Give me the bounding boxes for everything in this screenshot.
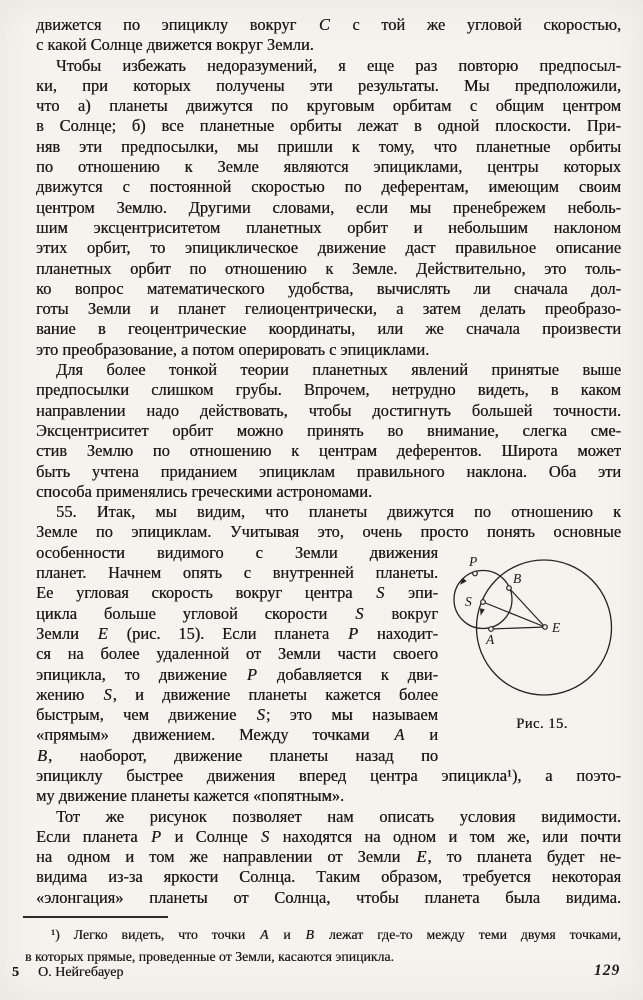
text-line: ки, при которых получены эти результаты. Мы предположили,: [36, 75, 621, 95]
text-line: направлении надо действовать, чтобы достигнуть большей точности.: [36, 400, 621, 420]
text-line: готы Земли и планет гелиоцентрически, а затем делать преобразо-: [36, 299, 621, 319]
point-E: [543, 625, 548, 630]
text-line: это преобразование, а потом оперировать с эпициклами.: [36, 339, 430, 359]
point-S: [481, 600, 486, 605]
text-line: шим эксцентриситетом планетных орбит и небольшим наклоном: [36, 217, 621, 237]
point-A: [489, 627, 494, 632]
figure-label-E: E: [552, 620, 561, 635]
body-text: [36, 15, 621, 908]
text-line: Тот же рисунок позволяет нам описать условия видимости.: [56, 806, 621, 826]
text-line: Земле по эпициклам. Учитывая это, очень просто понять основные: [36, 522, 621, 542]
text-line: Чтобы избежать недоразумений, я еще раз повторю предпосыл-: [56, 55, 621, 75]
signature-number: 5: [12, 965, 19, 980]
page-footer: [0, 962, 643, 988]
text-line: центром Землю. Другими словами, если мы пренебрежем неболь-: [36, 197, 621, 217]
text-line: няв эти предпосылки, мы пришли к тому, что планетные орбиты: [36, 136, 621, 156]
text-line: по отношению к Земле являются эпициклами, центры которых: [36, 157, 621, 177]
text-line: эпицикла, то движение P добавляется к дви-: [36, 664, 438, 684]
text-line: быть учтена приданием эпициклам правильного наклона. Оба эти: [36, 461, 621, 481]
text-line: B, наоборот, движение планеты назад по: [37, 745, 438, 765]
text-line: «прямым» движением. Между точками A и: [36, 725, 438, 745]
text-line: в которых прямые, проведенные от Земли, касаются эпицикла.: [25, 948, 394, 964]
text-line: ¹) Легко видеть, что точки A и B лежат где-то между теми двумя точками,: [51, 927, 621, 942]
text-line: «элонгация» планеты от Солнца, чтобы планета была видима.: [36, 887, 621, 907]
line-E-A: [491, 627, 545, 629]
author-name: О. Нейгебауер: [38, 965, 124, 980]
text-line: движется по эпициклу вокруг C с той же угловой скоростью,: [36, 15, 621, 34]
text-line: видима из-за яркости Солнца. Таким образом, требуется некоторая: [36, 867, 621, 887]
line-E-S: [483, 602, 545, 627]
point-P: [473, 571, 478, 576]
text-line: на одном и том же направлении от Земли E, то планета будет не-: [36, 847, 621, 867]
text-line: планетных орбит по отношению к Земле. Действительно, это толь-: [36, 258, 621, 278]
footnote-divider: [23, 916, 168, 918]
text-line: быстрым, чем движение S; это мы называем: [36, 705, 438, 725]
text-line: предпосылки слишком грубы. Впрочем, нетрудно видеть, в каком: [36, 380, 621, 400]
text-line: движутся с постоянной скоростью по деферентам, имеющим своим: [36, 177, 621, 197]
page-number: 129: [594, 962, 621, 979]
text-line: вание в геоцентрические координаты, или же сначала произвести: [36, 319, 621, 339]
text-line: му движение планеты кажется «попятным».: [36, 786, 345, 806]
epicycle-diagram: [442, 552, 642, 710]
text-line: цикла больше угловой скорости S вокруг: [36, 603, 438, 623]
figure-label-S: S: [465, 594, 472, 609]
footnote: [25, 924, 621, 967]
text-line: 55. Итак, мы видим, что планеты движутся по отношению к: [56, 502, 621, 522]
text-line: ко вопрос математического удобства, вычислять ли сначала дол-: [36, 278, 621, 298]
text-line: Эксцентриситет орбит можно принять во внимание, слегка сме-: [36, 420, 621, 440]
figure-label-A: A: [486, 632, 495, 647]
text-line: Ее угловая скорость вокруг центра S эпи-: [36, 583, 438, 603]
text-line: эпициклу быстрее движения вперед центра эпицикла¹), а поэто-: [36, 765, 621, 785]
figure-caption: Рис. 15.: [516, 716, 568, 732]
text-line: Для более тонкой теории планетных явлений принятые выше: [56, 360, 621, 380]
text-line: что а) планеты движутся по круговым орбитам с общим центром: [36, 96, 621, 116]
text-line: стив Землю по отношению к центрам деферентов. Широта может: [36, 441, 621, 461]
text-line: жению S, и движение планеты кажется более: [36, 684, 438, 704]
line-E-B: [509, 588, 545, 627]
text-line: способа применялись греческими астрономами.: [36, 481, 373, 501]
text-line: Земли E (рис. 15). Если планета P находит-: [36, 623, 438, 643]
figure-label-B: B: [513, 571, 522, 586]
text-line: ся на более удаленной от Земли части своего: [36, 644, 438, 664]
text-line: с какой Солнце движется вокруг Земли.: [36, 35, 314, 55]
text-line: планет. Начнем опять с внутренней планеты.: [36, 563, 438, 583]
text-line: особенности видимого с Земли движения: [36, 542, 438, 562]
text-line: этих орбит, то эпициклическое движение даст правильное описание: [36, 238, 621, 258]
deferent-motion-arrow: [480, 608, 485, 615]
text-line: Если планета P и Солнце S находятся на одном и том же, или почти: [36, 826, 621, 846]
text-line: в Солнце; б) все планетные орбиты лежат в одной плоскости. При-: [36, 116, 621, 136]
point-B: [507, 586, 512, 591]
figure-label-P: P: [469, 554, 478, 569]
figure-15: [442, 552, 642, 733]
